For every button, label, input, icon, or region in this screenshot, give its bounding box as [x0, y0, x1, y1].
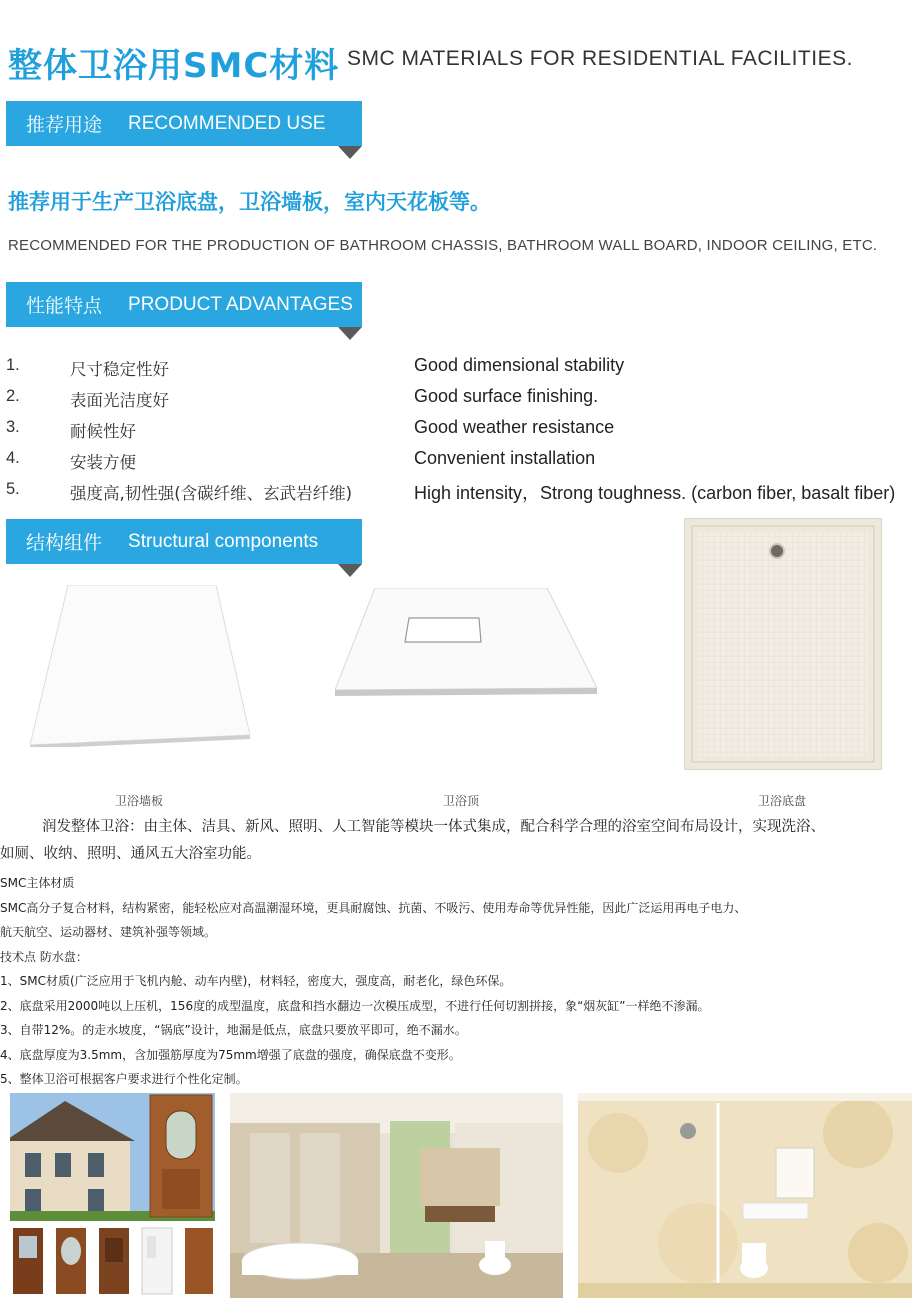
item-label-en: Good dimensional stability [414, 355, 625, 375]
tech-item: 1、SMC材质(广泛应用于飞机内舱、动车内壁)，材料轻，密度大，强度高，耐老化，绿色环保。 [0, 974, 512, 988]
banner-label-cn: 推荐用途 [26, 114, 103, 136]
item-label-en: Good weather resistance [414, 417, 615, 437]
tech-title: 技术点 防水盘： [0, 949, 88, 964]
structural-components-banner [6, 519, 362, 564]
banner-pointer-icon [338, 564, 362, 577]
tech-item: 4、底盘厚度为3.5mm，含加强筋厚度为75mm增强了底盘的强度，确保底盘不变形。 [0, 1047, 461, 1062]
item-number: 2. [6, 387, 20, 405]
description-block [0, 814, 902, 1092]
item-label-en: High intensity，Strong toughness. (carbon fiber, basalt fiber) [414, 483, 896, 503]
bathroom-interior-photo [230, 1093, 563, 1298]
recommended-use-cn: 推荐用于生产卫浴底盘，卫浴墙板，室内天花板等。 [8, 190, 491, 214]
smc-line: 航天航空、运动器材、建筑补强等领域。 [0, 925, 217, 939]
banner-label-en: RECOMMENDED USE [128, 112, 326, 134]
list-item [6, 476, 912, 507]
advantages-list [6, 352, 912, 507]
banner-label-cn: 结构组件 [26, 532, 103, 554]
item-number: 4. [6, 449, 20, 467]
tech-item: 3、自带12%。的走水坡度，“锅底”设计，地漏是低点，底盘只要放平即可，绝不漏水。 [0, 1023, 467, 1037]
intro-line: 润发整体卫浴：由主体、洁具、新风、照明、人工智能等模块一体式集成，配合科学合理的浴室空间布局设计，实现洗浴、 [42, 819, 825, 835]
banner-label-en: Structural components [128, 530, 319, 552]
list-item [6, 383, 912, 414]
list-item [6, 414, 912, 445]
item-number: 3. [6, 418, 20, 436]
recommended-use-en: RECOMMENDED FOR THE PRODUCTION OF BATHROOM CHASSIS, BATHROOM WALL BOARD, INDOOR CEILING, ETC. [8, 237, 878, 254]
tech-item: 5、整体卫浴可根据客户要求进行个性化定制。 [0, 1072, 248, 1086]
banner-pointer-icon [338, 146, 362, 159]
recommended-use-banner [6, 101, 362, 146]
caption-wall-panel: 卫浴墙板 [115, 794, 164, 808]
smc-line: SMC高分子复合材料，结构紧密，能轻松应对高温潮湿环境，更具耐腐蚀、抗菌、不吸污、使用寿命等优异性能，因此广泛运用再电子电力、 [0, 900, 747, 915]
banner-pointer-icon [338, 327, 362, 340]
item-number: 5. [6, 480, 20, 498]
caption-shower-tray: 卫浴底盘 [758, 794, 807, 808]
banner-label-cn: 性能特点 [26, 295, 103, 317]
shower-tray-image [684, 518, 882, 770]
item-label-en: Good surface finishing. [414, 386, 599, 406]
item-label-cn: 尺寸稳定性好 [70, 360, 169, 379]
house-doors-photo [10, 1093, 215, 1298]
item-label-en: Convenient installation [414, 448, 596, 468]
smc-title: SMC主体材质 [0, 876, 75, 890]
item-label-cn: 表面光洁度好 [70, 391, 169, 410]
page-title-en: SMC MATERIALS FOR RESIDENTIAL FACILITIES. [347, 47, 853, 70]
product-advantages-banner [6, 282, 362, 327]
integrated-bathroom-photo [578, 1093, 912, 1298]
item-label-cn: 强度高,韧性强(含碳纤维、玄武岩纤维) [70, 484, 353, 503]
item-label-cn: 耐候性好 [70, 422, 136, 441]
caption-ceiling: 卫浴顶 [443, 794, 480, 808]
tech-item: 2、底盘采用2000吨以上压机，156度的成型温度，底盘和挡水翻边一次模压成型，不进行任何切割拼接，象“烟灰缸”一样绝不渗漏。 [0, 998, 710, 1013]
ceiling-panel-image [335, 588, 597, 700]
list-item [6, 352, 912, 383]
page-title-cn: 整体卫浴用SMC材料 [8, 46, 340, 86]
banner-label-en: PRODUCT ADVANTAGES [128, 293, 353, 315]
item-number: 1. [6, 356, 20, 374]
intro-line: 如厕、收纳、照明、通风五大浴室功能。 [0, 846, 261, 862]
list-item [6, 445, 912, 476]
wall-panel-image [30, 585, 250, 747]
item-label-cn: 安装方便 [70, 453, 136, 472]
